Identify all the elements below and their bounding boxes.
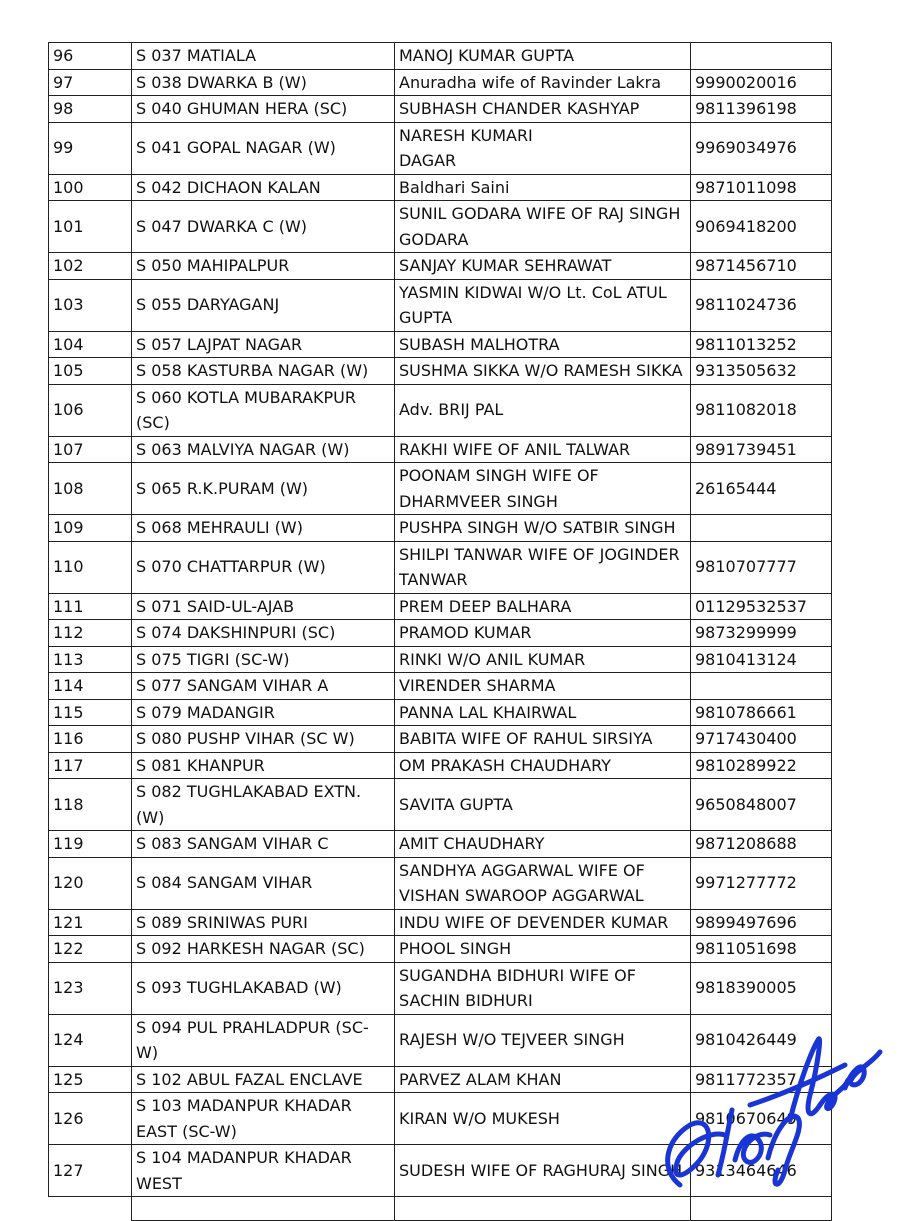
serial-number-cell: 98: [49, 96, 132, 123]
serial-number-cell: 123: [49, 962, 132, 1014]
ward-cell: S 103 MADANPUR KHADAR EAST (SC-W): [132, 1093, 395, 1145]
phone-number-cell: 9969034976: [691, 122, 832, 174]
ward-cell: S 038 DWARKA B (W): [132, 69, 395, 96]
phone-number-cell: 9990020016: [691, 69, 832, 96]
ward-cell: S 074 DAKSHINPURI (SC): [132, 620, 395, 647]
candidate-name-cell: SANDHYA AGGARWAL WIFE OF VISHAN SWAROOP AGGARWAL: [395, 857, 691, 909]
candidate-name-cell: Baldhari Saini: [395, 174, 691, 201]
phone-number-cell: 9717430400: [691, 726, 832, 753]
ward-cell: S 041 GOPAL NAGAR (W): [132, 122, 395, 174]
serial-number-cell: 97: [49, 69, 132, 96]
candidate-name-cell: PREM DEEP BALHARA: [395, 593, 691, 620]
ward-cell: S 077 SANGAM VIHAR A: [132, 673, 395, 700]
phone-number-cell: 9069418200: [691, 201, 832, 253]
candidate-name-cell: PANNA LAL KHAIRWAL: [395, 699, 691, 726]
serial-number-cell: 114: [49, 673, 132, 700]
serial-number-cell: 103: [49, 279, 132, 331]
table-row: [49, 1014, 832, 1066]
candidate-name-cell: KIRAN W/O MUKESH: [395, 1093, 691, 1145]
candidate-name-cell: MANOJ KUMAR GUPTA: [395, 43, 691, 70]
table-row: [49, 962, 832, 1014]
ward-cell: S 093 TUGHLAKABAD (W): [132, 962, 395, 1014]
serial-number-cell: 127: [49, 1145, 132, 1197]
phone-number-cell: 9810707777: [691, 541, 832, 593]
phone-number-cell: 9871456710: [691, 253, 832, 280]
ward-cell: S 082 TUGHLAKABAD EXTN. (W): [132, 779, 395, 831]
table-row: [49, 436, 832, 463]
table-row: [49, 1066, 832, 1093]
phone-number-cell: 9811051698: [691, 936, 832, 963]
candidate-name-cell: SHILPI TANWAR WIFE OF JOGINDER TANWAR: [395, 541, 691, 593]
phone-number-cell: 9899497696: [691, 909, 832, 936]
serial-number-cell: 109: [49, 515, 132, 542]
ward-cell: S 071 SAID-UL-AJAB: [132, 593, 395, 620]
ward-cell: S 050 MAHIPALPUR: [132, 253, 395, 280]
candidate-name-cell: POONAM SINGH WIFE OF DHARMVEER SINGH: [395, 463, 691, 515]
phone-number-cell: 9891739451: [691, 436, 832, 463]
serial-number-cell: 118: [49, 779, 132, 831]
table-row: [49, 515, 832, 542]
table-row: [49, 279, 832, 331]
table-row: [49, 201, 832, 253]
phone-number-cell: 9650848007: [691, 779, 832, 831]
candidate-name-cell: RAKHI WIFE OF ANIL TALWAR: [395, 436, 691, 463]
phone-number-cell: 9313505632: [691, 358, 832, 385]
ward-cell: S 079 MADANGIR: [132, 699, 395, 726]
table-row: [49, 1093, 832, 1145]
candidate-name-cell: SANJAY KUMAR SEHRAWAT: [395, 253, 691, 280]
serial-number-cell: 112: [49, 620, 132, 647]
candidate-name-cell: SAVITA GUPTA: [395, 779, 691, 831]
ward-cell: S 104 MADANPUR KHADAR WEST: [132, 1145, 395, 1197]
phone-number-cell: 9818390005: [691, 962, 832, 1014]
candidate-name-cell: PARVEZ ALAM KHAN: [395, 1066, 691, 1093]
candidate-name-cell: SUSHMA SIKKA W/O RAMESH SIKKA: [395, 358, 691, 385]
ward-cell: S 068 MEHRAULI (W): [132, 515, 395, 542]
candidate-name-cell: INDU WIFE OF DEVENDER KUMAR: [395, 909, 691, 936]
phone-number-cell: 9810413124: [691, 646, 832, 673]
serial-number-cell: 121: [49, 909, 132, 936]
ward-cell: S 089 SRINIWAS PURI: [132, 909, 395, 936]
ward-cell: S 040 GHUMAN HERA (SC): [132, 96, 395, 123]
phone-number-cell: 9811772357: [691, 1066, 832, 1093]
table-row: [49, 43, 832, 70]
table-row: [49, 593, 832, 620]
empty-cell: [49, 1197, 132, 1221]
serial-number-cell: 107: [49, 436, 132, 463]
ward-cell: S 058 KASTURBA NAGAR (W): [132, 358, 395, 385]
table-row: [49, 936, 832, 963]
serial-number-cell: 104: [49, 331, 132, 358]
serial-number-cell: 96: [49, 43, 132, 70]
table-row: [49, 384, 832, 436]
candidate-name-cell: NARESH KUMARI DAGAR: [395, 122, 691, 174]
table-row: [49, 69, 832, 96]
phone-number-cell: 9873299999: [691, 620, 832, 647]
phone-number-cell: 01129532537: [691, 593, 832, 620]
ward-cell: S 080 PUSHP VIHAR (SC W): [132, 726, 395, 753]
candidate-name-cell: BABITA WIFE OF RAHUL SIRSIYA: [395, 726, 691, 753]
table-row: [49, 174, 832, 201]
ward-cell: S 092 HARKESH NAGAR (SC): [132, 936, 395, 963]
table-row: [49, 673, 832, 700]
table-row: [49, 331, 832, 358]
table-row: [49, 358, 832, 385]
table-row: [49, 909, 832, 936]
ward-cell: S 042 DICHAON KALAN: [132, 174, 395, 201]
table-row: [49, 122, 832, 174]
serial-number-cell: 100: [49, 174, 132, 201]
ward-cell: S 081 KHANPUR: [132, 752, 395, 779]
serial-number-cell: 126: [49, 1093, 132, 1145]
candidate-name-cell: YASMIN KIDWAI W/O Lt. CoL ATUL GUPTA: [395, 279, 691, 331]
serial-number-cell: 113: [49, 646, 132, 673]
candidate-name-cell: Adv. BRIJ PAL: [395, 384, 691, 436]
serial-number-cell: 110: [49, 541, 132, 593]
ward-cell: S 075 TIGRI (SC-W): [132, 646, 395, 673]
serial-number-cell: 106: [49, 384, 132, 436]
ward-cell: S 070 CHATTARPUR (W): [132, 541, 395, 593]
serial-number-cell: 120: [49, 857, 132, 909]
table-body: [49, 43, 832, 1221]
ward-cell: S 047 DWARKA C (W): [132, 201, 395, 253]
phone-number-cell: 9811082018: [691, 384, 832, 436]
table-row: [49, 699, 832, 726]
serial-number-cell: 125: [49, 1066, 132, 1093]
serial-number-cell: 102: [49, 253, 132, 280]
table-row: [49, 620, 832, 647]
phone-number-cell: 9811396198: [691, 96, 832, 123]
ward-cell: S 083 SANGAM VIHAR C: [132, 831, 395, 858]
serial-number-cell: 101: [49, 201, 132, 253]
serial-number-cell: 117: [49, 752, 132, 779]
serial-number-cell: 116: [49, 726, 132, 753]
candidate-name-cell: Anuradha wife of Ravinder Lakra: [395, 69, 691, 96]
candidate-name-cell: OM PRAKASH CHAUDHARY: [395, 752, 691, 779]
phone-number-cell: 26165444: [691, 463, 832, 515]
ward-candidate-table: [48, 42, 832, 1221]
phone-number-cell: 9810786661: [691, 699, 832, 726]
phone-number-cell: 9810289922: [691, 752, 832, 779]
candidate-name-cell: RINKI W/O ANIL KUMAR: [395, 646, 691, 673]
serial-number-cell: 115: [49, 699, 132, 726]
phone-number-cell: 9313464646: [691, 1145, 832, 1197]
table-row: [49, 726, 832, 753]
candidate-name-cell: SUBASH MALHOTRA: [395, 331, 691, 358]
ward-cell: S 094 PUL PRAHLADPUR (SC-W): [132, 1014, 395, 1066]
candidate-name-cell: AMIT CHAUDHARY: [395, 831, 691, 858]
candidate-name-cell: PRAMOD KUMAR: [395, 620, 691, 647]
phone-number-cell: 9810426449: [691, 1014, 832, 1066]
ward-cell: S 063 MALVIYA NAGAR (W): [132, 436, 395, 463]
ward-cell: S 065 R.K.PURAM (W): [132, 463, 395, 515]
phone-number-cell: [691, 673, 832, 700]
phone-number-cell: 9871011098: [691, 174, 832, 201]
ward-cell: S 057 LAJPAT NAGAR: [132, 331, 395, 358]
serial-number-cell: 124: [49, 1014, 132, 1066]
phone-number-cell: 9810670649: [691, 1093, 832, 1145]
candidate-name-cell: SUGANDHA BIDHURI WIFE OF SACHIN BIDHURI: [395, 962, 691, 1014]
candidate-name-cell: VIRENDER SHARMA: [395, 673, 691, 700]
empty-row: [49, 1197, 832, 1221]
phone-number-cell: 9971277772: [691, 857, 832, 909]
empty-cell: [691, 1197, 832, 1221]
table-row: [49, 857, 832, 909]
table-row: [49, 96, 832, 123]
empty-cell: [395, 1197, 691, 1221]
serial-number-cell: 99: [49, 122, 132, 174]
ward-cell: S 055 DARYAGANJ: [132, 279, 395, 331]
table-row: [49, 1145, 832, 1197]
phone-number-cell: 9811024736: [691, 279, 832, 331]
table-row: [49, 779, 832, 831]
candidate-name-cell: RAJESH W/O TEJVEER SINGH: [395, 1014, 691, 1066]
ward-cell: S 102 ABUL FAZAL ENCLAVE: [132, 1066, 395, 1093]
ward-cell: S 084 SANGAM VIHAR: [132, 857, 395, 909]
serial-number-cell: 122: [49, 936, 132, 963]
serial-number-cell: 105: [49, 358, 132, 385]
table-row: [49, 463, 832, 515]
table-row: [49, 253, 832, 280]
candidate-name-cell: PHOOL SINGH: [395, 936, 691, 963]
serial-number-cell: 111: [49, 593, 132, 620]
table-row: [49, 646, 832, 673]
ward-cell: S 060 KOTLA MUBARAKPUR (SC): [132, 384, 395, 436]
phone-number-cell: [691, 515, 832, 542]
empty-cell: [132, 1197, 395, 1221]
phone-number-cell: [691, 43, 832, 70]
serial-number-cell: 119: [49, 831, 132, 858]
serial-number-cell: 108: [49, 463, 132, 515]
phone-number-cell: 9811013252: [691, 331, 832, 358]
table-row: [49, 541, 832, 593]
ward-cell: S 037 MATIALA: [132, 43, 395, 70]
candidate-name-cell: SUNIL GODARA WIFE OF RAJ SINGH GODARA: [395, 201, 691, 253]
phone-number-cell: 9871208688: [691, 831, 832, 858]
table-row: [49, 831, 832, 858]
candidate-name-cell: PUSHPA SINGH W/O SATBIR SINGH: [395, 515, 691, 542]
candidate-name-cell: SUBHASH CHANDER KASHYAP: [395, 96, 691, 123]
table-row: [49, 752, 832, 779]
candidate-name-cell: SUDESH WIFE OF RAGHURAJ SINGH: [395, 1145, 691, 1197]
